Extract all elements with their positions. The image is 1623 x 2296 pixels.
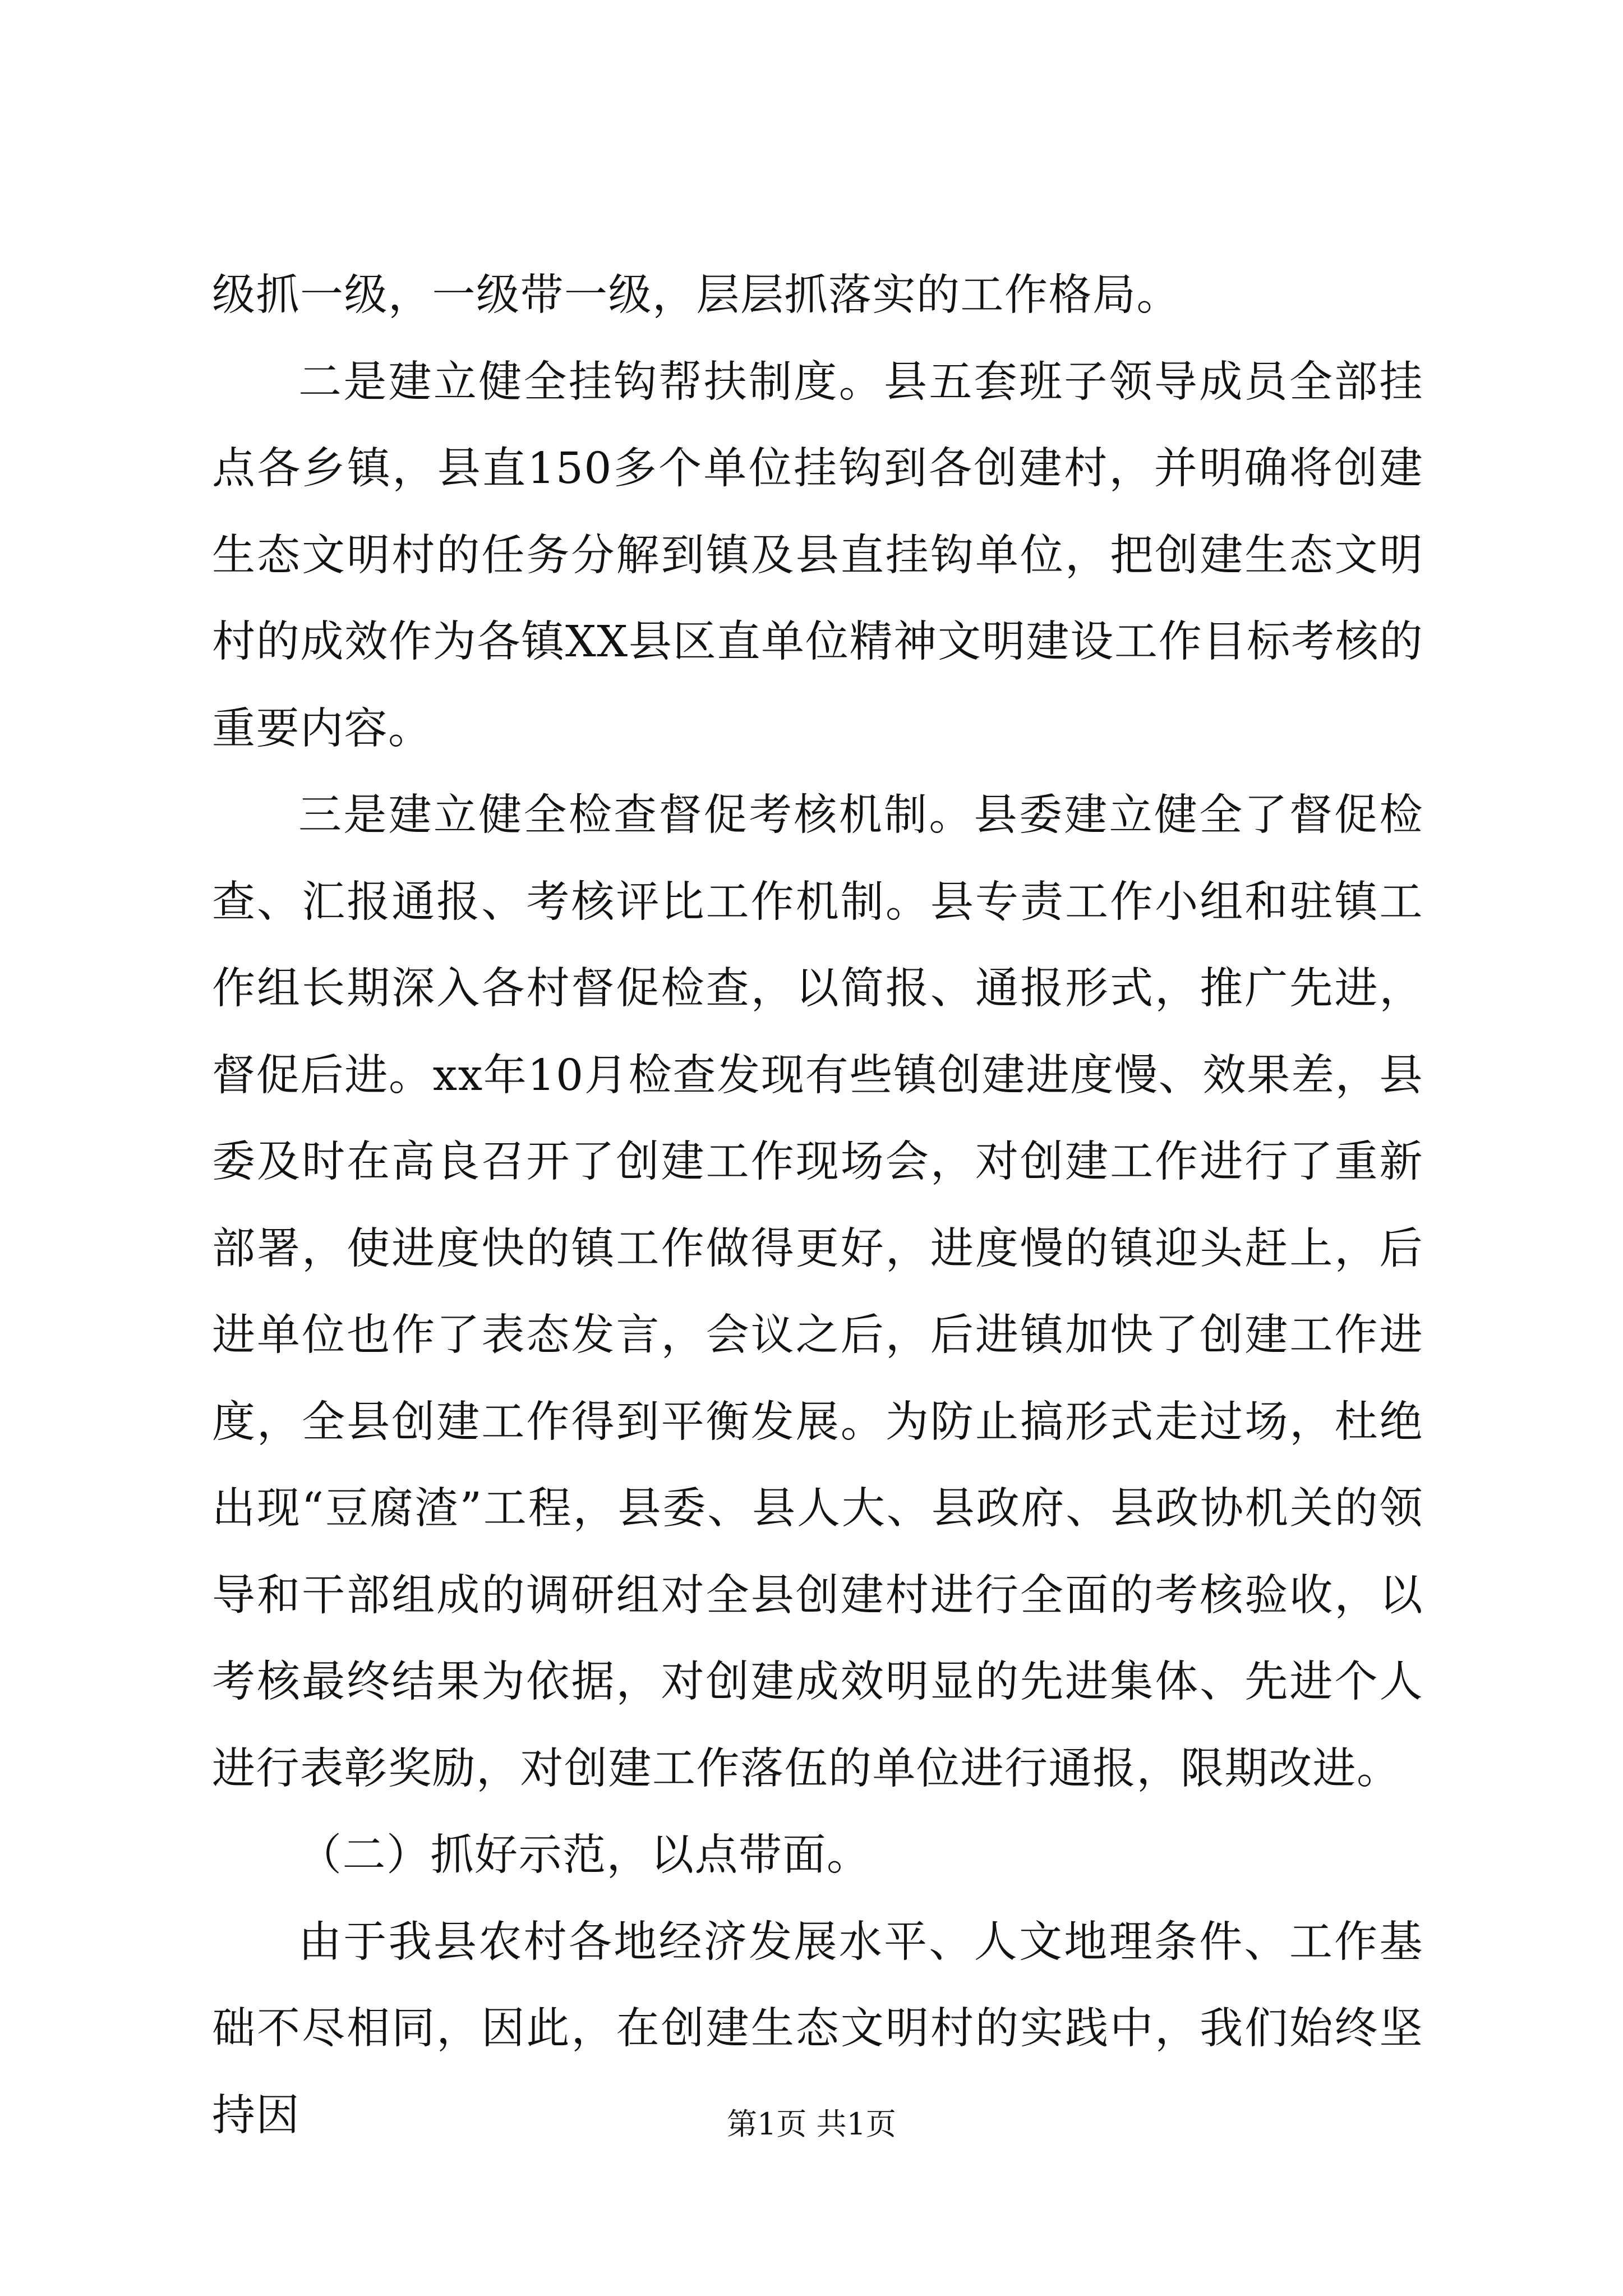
- section-heading: （二）抓好示范，以点带面。: [298, 1830, 871, 1880]
- paragraph-2: 二是建立健全挂钩帮扶制度。县五套班子领导成员全部挂点各乡镇，县直150多个单位挂钩到各创建村，并明确将创建生态文明村的任务分解到镇及县直挂钩单位，把创建生态文明村的成效作为各镇XX县区直单位精神文明建设工作目标考核的重要内容。: [212, 357, 1423, 754]
- page-footer: 第1页 共1页: [727, 2106, 896, 2142]
- document-body: [212, 252, 1423, 2159]
- paragraph-1: 级抓一级，一级带一级，层层抓落实的工作格局。: [212, 270, 1181, 320]
- paragraph-5: 由于我县农村各地经济发展水平、人文地理条件、工作基础不尽相同，因此，在创建生态文明村的实践中，我们始终坚持因: [212, 1917, 1423, 2141]
- paragraph-3: 三是建立健全检查督促考核机制。县委建立健全了督促检查、汇报通报、考核评比工作机制。县专责工作小组和驻镇工作组长期深入各村督促检查，以简报、通报形式，推广先进，督促后进。xx年10月检查发现有些镇创建进度慢、效果差，县委及时在高良召开了创建工作现场会，对创建工作进行了重新部署，使进度快的镇工作做得更好，进度慢的镇迎头赶上，后进单位也作了表态发言，会议之后，后进镇加快了创建工作进度，全县创建工作得到平衡发展。为防止搞形式走过场，杜绝出现“豆腐渣”工程，县委、县人大、县政府、县政协机关的领导和干部组成的调研组对全县创建村进行全面的考核验收，以考核最终结果为依据，对创建成效明显的先进集体、先进个人进行表彰奖励，对创建工作落伍的单位进行通报，限期改进。: [212, 790, 1423, 1794]
